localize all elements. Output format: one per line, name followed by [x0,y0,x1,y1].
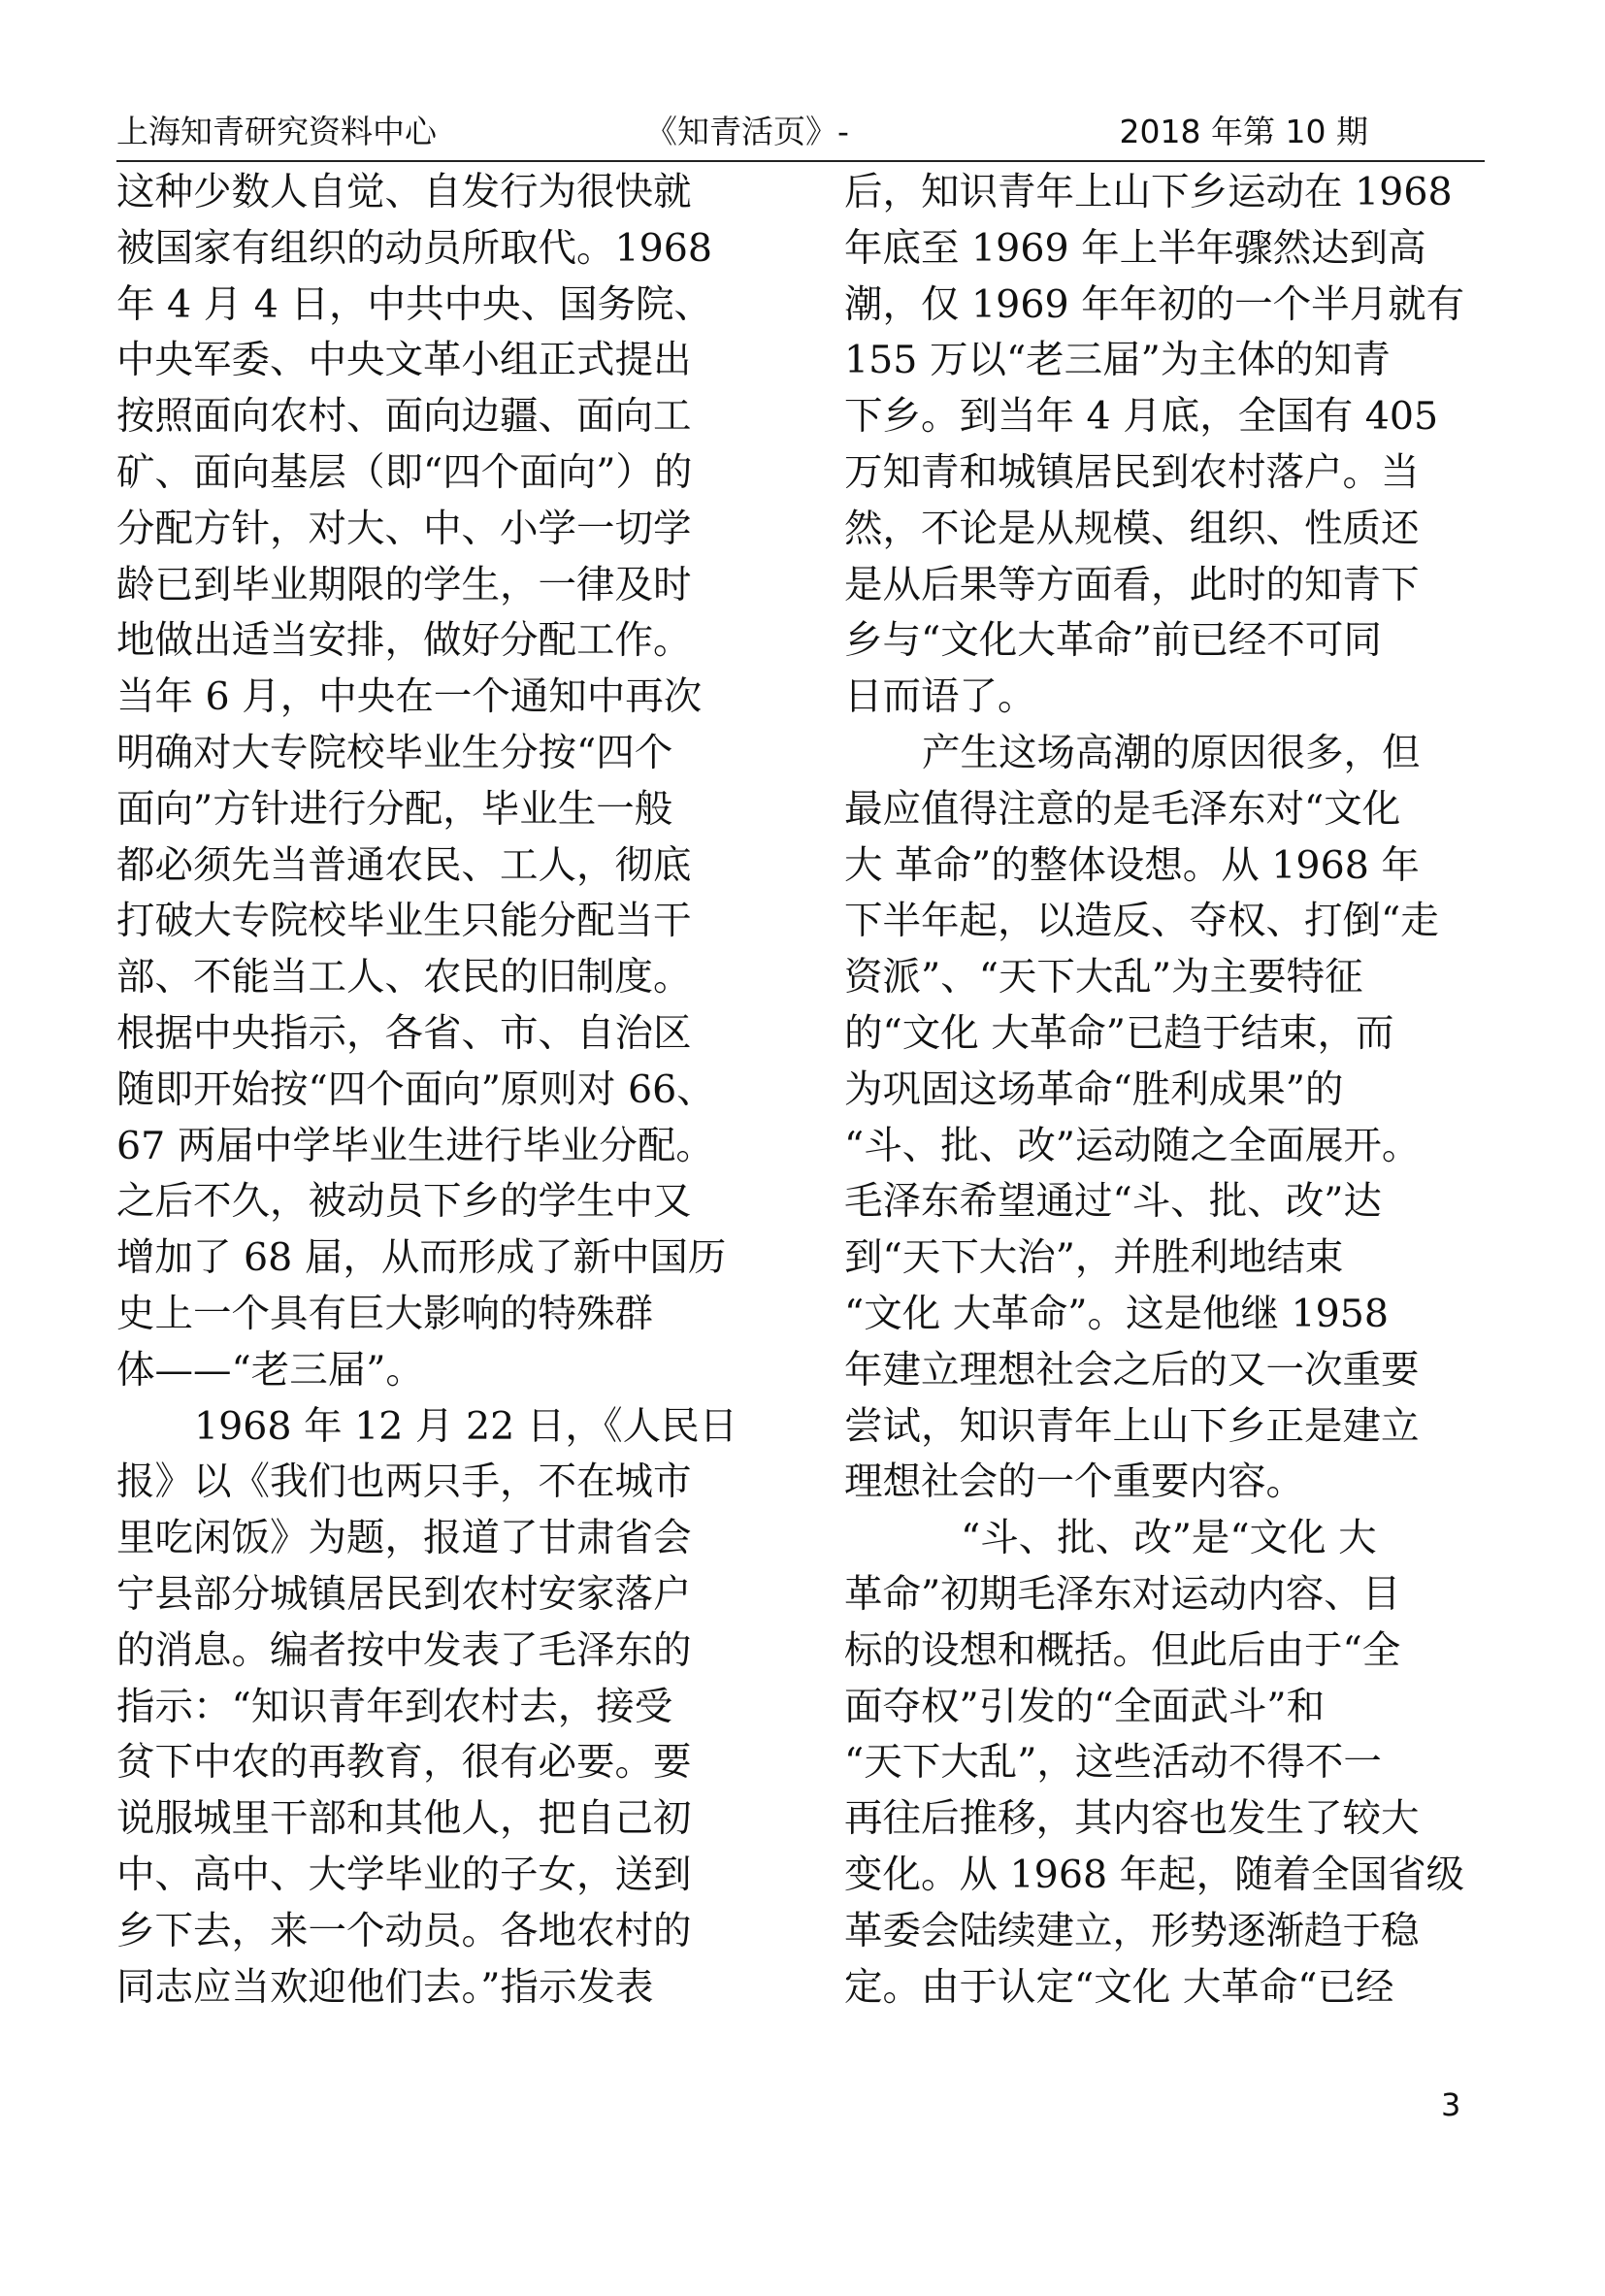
text-line: 为巩固这场革命“胜利成果”的 [844,1066,1344,1112]
text-line: 万知青和城镇居民到农村落户。当 [844,449,1420,495]
text-line: 龄已到毕业期限的学生，一律及时 [116,562,692,607]
header-issue: 2018 年第 10 期 [1119,113,1368,150]
text-line: 年底至 1969 年上半年骤然达到高 [844,225,1426,271]
text-line: 年建立理想社会之后的又一次重要 [844,1347,1420,1393]
text-line: 按照面向农村、面向边疆、面向工 [116,394,692,440]
text-line: 里吃闲饭》为题，报道了甘肃省会 [116,1516,692,1561]
text-line: 都必须先当普通农民、工人，彻底 [116,842,692,888]
text-line: 面夺权”引发的“全面武斗”和 [844,1684,1326,1729]
text-line: 面向”方针进行分配，毕业生一般 [116,786,673,832]
text-line: 明确对大专院校毕业生分按“四个 [116,730,673,775]
text-line: 部、不能当工人、农民的旧制度。 [116,955,692,1000]
text-line: 指示：“知识青年到农村去，接受 [116,1684,673,1729]
text-line: 矿、面向基层（即“四个面向”）的 [116,449,693,495]
text-line: 乡与“文化大革命”前已经不可同 [844,618,1382,664]
text-line: 分配方针，对大、中、小学一切学 [116,506,692,551]
text-line: 中央军委、中央文革小组正式提出 [116,338,692,383]
text-line: 随即开始按“四个面向”原则对 66、 [116,1066,715,1112]
text-line: 中、高中、大学毕业的子女，送到 [116,1852,692,1897]
text-line: “文化 大革命”。这是他继 1958 [844,1291,1390,1336]
text-line: 尝试，知识青年上山下乡正是建立 [844,1403,1420,1449]
text-line: 地做出适当安排，做好分配工作。 [116,618,692,664]
text-line: 根据中央指示，各省、市、自治区 [116,1010,692,1056]
text-line: 当年 6 月，中央在一个通知中再次 [116,674,703,720]
text-line: 67 两届中学毕业生进行毕业分配。 [116,1123,714,1168]
text-line: 日而语了。 [844,674,1036,720]
text-line: 革命”初期毛泽东对运动内容、目 [844,1571,1401,1617]
text-line: 资派”、“天下大乱”为主要特征 [844,955,1363,1000]
header-rule [116,160,1485,162]
text-line: 毛泽东希望通过“斗、批、改”达 [844,1179,1382,1225]
text-line: 宁县部分城镇居民到农村安家落户 [116,1571,692,1617]
text-line: 被国家有组织的动员所取代。1968 [116,225,713,271]
text-line: “天下大乱”，这些活动不得不一 [844,1740,1382,1786]
header-publication: 《知青活页》- [645,113,849,150]
text-line: 标的设想和概括。但此后由于“全 [844,1627,1401,1673]
text-line: “斗、批、改”运动随之全面展开。 [844,1123,1421,1168]
left-column [116,165,757,2016]
text-line: 革委会陆续建立，形势逐渐趋于稳 [844,1908,1420,1953]
text-line: 这种少数人自觉、自发行为很快就 [116,170,692,214]
text-line: 产生这场高潮的原因很多，但 [922,730,1421,775]
text-line: 再往后推移，其内容也发生了较大 [844,1796,1420,1842]
text-line: 1968 年 12 月 22 日，《人民日 [194,1403,738,1449]
text-line: 155 万以“老三届”为主体的知青 [844,338,1391,383]
text-line: 增加了 68 届，从而形成了新中国历 [116,1235,727,1281]
text-line: 潮，仅 1969 年年初的一个半月就有 [844,281,1465,327]
text-line: “斗、批、改”是“文化 大 [961,1516,1377,1561]
right-column [844,165,1485,2016]
text-line: 变化。从 1968 年起，随着全国省级 [844,1852,1465,1897]
text-line: 大 革命”的整体设想。从 1968 年 [844,842,1420,888]
text-line: 年 4 月 4 日，中共中央、国务院、 [116,281,712,327]
text-line: 最应值得注意的是毛泽东对“文化 [844,786,1401,832]
text-line: 史上一个具有巨大影响的特殊群 [116,1291,653,1336]
text-line: 的消息。编者按中发表了毛泽东的 [116,1627,692,1673]
text-line: 之后不久，被动员下乡的学生中又 [116,1179,692,1225]
text-line: 同志应当欢迎他们去。”指示发表 [116,1964,654,2010]
text-line: 下乡。到当年 4 月底，全国有 405 [844,394,1439,440]
text-line: 报》以《我们也两只手，不在城市 [116,1460,692,1505]
text-line: 定。由于认定“文化 大革命“已经 [844,1964,1394,2010]
text-line: 乡下去，来一个动员。各地农村的 [116,1908,692,1953]
text-line: 说服城里干部和其他人，把自己初 [116,1796,692,1842]
text-line: 体——“老三届”。 [116,1347,424,1393]
text-line: 的“文化 大革命”已趋于结束，而 [844,1010,1394,1056]
page-number: 3 [1441,2086,1461,2123]
text-line: 打破大专院校毕业生只能分配当干 [116,899,692,944]
text-line: 然，不论是从规模、组织、性质还 [844,506,1420,551]
page-header [116,107,1485,157]
header-source: 上海知青研究资料中心 [116,113,437,150]
text-line: 后，知识青年上山下乡运动在 1968 [844,170,1453,214]
text-line: 理想社会的一个重要内容。 [844,1460,1304,1505]
text-line: 下半年起，以造反、夺权、打倒“走 [844,899,1439,944]
text-line: 是从后果等方面看，此时的知青下 [844,562,1420,607]
text-line: 到“天下大治”，并胜利地结束 [844,1235,1344,1281]
text-line: 贫下中农的再教育，很有必要。要 [116,1740,692,1786]
